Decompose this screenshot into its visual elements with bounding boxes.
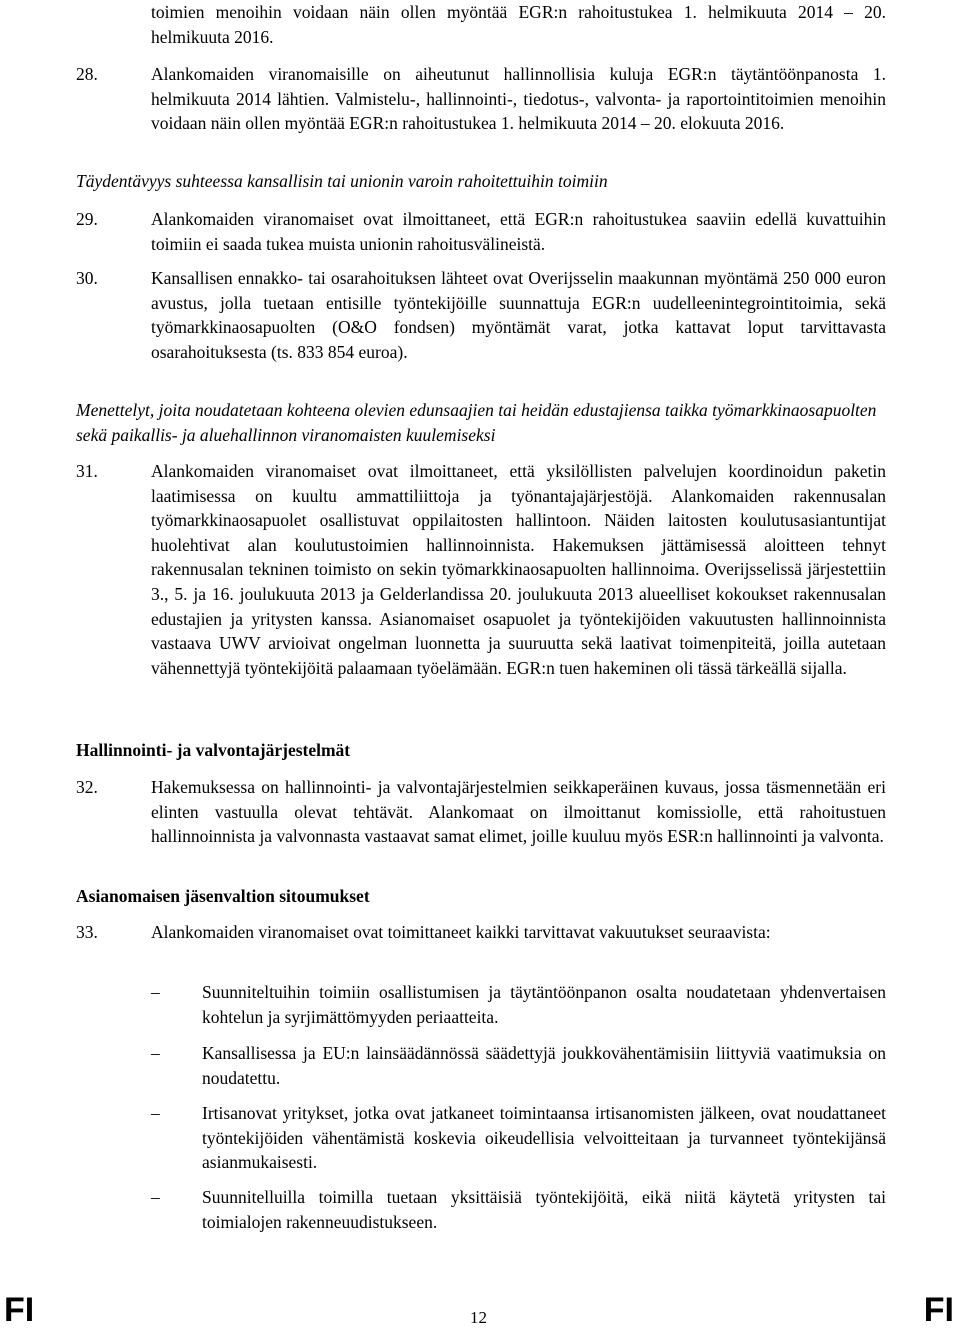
paragraph-32 bbox=[76, 775, 886, 849]
paragraph-number: 33. bbox=[76, 922, 98, 942]
bullet-item bbox=[151, 1185, 886, 1234]
paragraph-31 bbox=[76, 459, 886, 680]
section-heading-complementarity: Täydentävyys suhteessa kansallisin tai unionin varoin rahoitettuihin toimiin bbox=[76, 171, 608, 191]
section-heading-commitments: Asianomaisen jäsenvaltion sitoumukset bbox=[76, 886, 370, 906]
dash-marker: – bbox=[151, 982, 160, 1002]
paragraph-29 bbox=[76, 207, 886, 256]
bullet-text: Irtisanovat yritykset, jotka ovat jatkaneet toimintaansa irtisanomisten jälkeen, ovat noudattaneet työntekijöiden vähentämistä koskevia oikeudellisia velvoitteitaan ja turvanneet työntekijänsä asianmukaisesti. bbox=[202, 1103, 886, 1173]
section-heading-procedures: Menettelyt, joita noudatetaan kohteena olevien edunsaajien tai heidän edustajiensa taikka työmarkkinaosapuolten sekä paikallis- ja aluehallinnon viranomaisten kuulemiseksi bbox=[76, 400, 877, 445]
paragraph-number: 30. bbox=[76, 268, 98, 288]
paragraph-28 bbox=[76, 62, 886, 136]
continuation-text: toimien menoihin voidaan näin ollen myöntää EGR:n rahoitustukea 1. helmikuuta 2014 – 20. helmikuuta 2016. bbox=[151, 2, 886, 47]
bullet-text: Suunnitelluilla toimilla tuetaan yksittäisiä työntekijöitä, eikä niitä käytetä yritysten tai toimialojen rakenneuudistukseen. bbox=[202, 1187, 886, 1232]
section-heading-management: Hallinnointi- ja valvontajärjestelmät bbox=[76, 740, 351, 760]
paragraph-30 bbox=[76, 266, 886, 364]
footer-language-left: FI bbox=[4, 1291, 35, 1329]
paragraph-number: 32. bbox=[76, 777, 98, 797]
dash-marker: – bbox=[151, 1043, 160, 1063]
paragraph-33 bbox=[76, 920, 886, 945]
paragraph-number: 29. bbox=[76, 209, 98, 229]
paragraph-text: Alankomaiden viranomaiset ovat ilmoittaneet, että EGR:n rahoitustukea saaviin edellä kuvattuihin toimiin ei saada tukea muista unionin rahoitusvälineistä. bbox=[151, 209, 886, 254]
dash-marker: – bbox=[151, 1187, 160, 1207]
bullet-item bbox=[151, 1041, 886, 1090]
paragraph-text: Alankomaiden viranomaisille on aiheutunut hallinnollisia kuluja EGR:n täytäntöönpanosta 1. helmikuuta 2014 lähtien. Valmistelu-, hallinnointi-, tiedotus-, valvonta- ja raportointitoimien menoihin voidaan näin ollen myöntää EGR:n rahoitustukea 1. helmikuuta 2014 – 20. elokuuta 2016. bbox=[151, 64, 886, 134]
bullet-text: Suunniteltuihin toimiin osallistumisen ja täytäntöönpanon osalta noudatetaan yhdenvertaisen kohtelun ja syrjimättömyyden periaatteita. bbox=[202, 982, 886, 1027]
dash-marker: – bbox=[151, 1103, 160, 1123]
paragraph-text: Hakemuksessa on hallinnointi- ja valvontajärjestelmien seikkaperäinen kuvaus, jossa täsmennetään eri elinten vastuulla olevat tehtävät. Alankomaat on ilmoittanut komissiolle, että rahoitustuen hallinnoinnista ja valvonnasta vastaavat samat elimet, joille kuuluu myös ESR:n hallinnointi ja valvonta. bbox=[151, 777, 886, 847]
paragraph-number: 31. bbox=[76, 461, 98, 481]
paragraph-text: Alankomaiden viranomaiset ovat toimittaneet kaikki tarvittavat vakuutukset seuraavista: bbox=[151, 922, 771, 942]
bullet-item bbox=[151, 980, 886, 1029]
paragraph-text: Alankomaiden viranomaiset ovat ilmoittaneet, että yksilöllisten palvelujen koordinoidun paketin laatimisessa on kuultu ammattiliittoja ja työnantajajärjestöjä. Alankomaiden rakennusalan työmarkkinaosapuolet osallistuvat oppilaitosten hallintoon. Näiden laitosten koulutusasiantuntijat huolehtivat alan koulutustoimien hallinnoinnista. Hakemuksen jättämisessä aloitteen tehnyt rakennusalan tekninen toimisto on sekin työmarkkinaosapuolten hallinnoima. Overijsselissä järjestettiin 3., 5. ja 16. joulukuuta 2013 ja Gelderlandissa 20. joulukuuta 2013 alueelliset kokoukset rakennusalan edustajien ja yritysten kanssa. Asianomaiset osapuolet ja työntekijöiden vakuutusten hallinnoinnista vastaava UWV arvioivat ongelman luonnetta ja suuruutta sekä laativat toimenpiteitä, joilla autetaan vähennettyjä työntekijöitä palaamaan työelämään. EGR:n tuen hakeminen oli tässä tärkeällä sijalla. bbox=[151, 461, 886, 678]
footer-language-right: FI bbox=[923, 1291, 954, 1329]
paragraph-number: 28. bbox=[76, 64, 98, 84]
bullet-item bbox=[151, 1101, 886, 1175]
paragraph-text: Kansallisen ennakko- tai osarahoituksen lähteet ovat Overijsselin maakunnan myöntämä 250 000 euron avustus, jolla tuetaan entisille työntekijöille suunnattuja EGR:n uudelleenintegrointitoimia, sekä työmarkkinaosapuolten (O&O fondsen) myöntämät varat, jotka kattavat loput tarvittavasta osarahoituksesta (ts. 833 854 euroa). bbox=[151, 268, 886, 362]
page-number: 12 bbox=[470, 1308, 487, 1327]
bullet-text: Kansallisessa ja EU:n lainsäädännössä säädettyjä joukkovähentämisiin liittyviä vaatimuksia on noudatettu. bbox=[202, 1043, 886, 1088]
